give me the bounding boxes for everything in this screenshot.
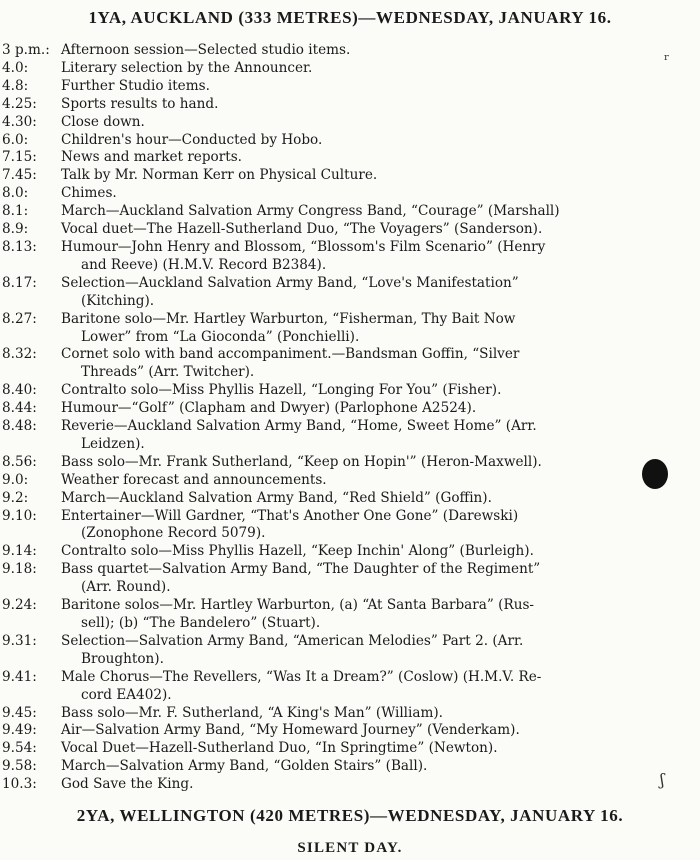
entry-description: Vocal Duet—Hazell-Sutherland Duo, “In Springtime” (Newton). xyxy=(61,740,498,757)
entry-time: 8.44: xyxy=(2,400,37,417)
entry-time: 9.31: xyxy=(2,632,37,649)
programme-entry xyxy=(2,597,698,633)
programme-entry xyxy=(2,740,698,758)
programme-entry xyxy=(2,132,698,150)
programme-entry xyxy=(2,705,698,723)
programme-entry xyxy=(2,114,698,132)
entry-description: Weather forecast and announcements. xyxy=(61,471,327,488)
entry-time: 8.40: xyxy=(2,382,37,399)
programme-entry xyxy=(2,490,698,508)
entry-description: Reverie—Auckland Salvation Army Band, “Home, Sweet Home” (Arr. xyxy=(61,418,537,435)
entry-time: 8.1: xyxy=(2,203,29,220)
programme-list xyxy=(2,42,698,794)
entry-description: Talk by Mr. Norman Kerr on Physical Culture. xyxy=(61,167,378,184)
entry-description: Literary selection by the Announcer. xyxy=(61,59,313,76)
entry-description: Selection—Auckland Salvation Army Band, “Love's Manifestation” xyxy=(61,274,519,291)
entry-time: 4.8: xyxy=(2,77,29,94)
entry-continuation: sell); (b) “The Bandelero” (Stuart). xyxy=(81,615,321,631)
ink-mark-bottom: ʃ xyxy=(660,770,665,789)
programme-entry xyxy=(2,346,698,382)
entry-continuation: Threads” (Arr. Twitcher). xyxy=(81,364,255,381)
entry-continuation: Broughton). xyxy=(81,650,164,667)
ink-blot xyxy=(642,459,668,489)
programme-entry xyxy=(2,239,698,275)
entry-description: Bass solo—Mr. Frank Sutherland, “Keep on Hopin'” (Heron-Maxwell). xyxy=(61,453,542,470)
programme-entry xyxy=(2,42,698,60)
entry-time: 8.9: xyxy=(2,221,29,238)
entry-time: 8.27: xyxy=(2,310,37,327)
entry-time: 7.15: xyxy=(2,149,37,166)
entry-time: 9.58: xyxy=(2,758,37,775)
entry-description: Baritone solos—Mr. Hartley Warburton, (a) “At Santa Barbara” (Rus- xyxy=(61,597,535,614)
programme-entry xyxy=(2,167,698,185)
entry-continuation: Leidzen). xyxy=(81,435,145,452)
programme-entry xyxy=(2,60,698,78)
programme-entry xyxy=(2,311,698,347)
entry-time: 8.0: xyxy=(2,185,29,202)
entry-description: Entertainer—Will Gardner, “That's Another One Gone” (Darewski) xyxy=(61,507,519,524)
entry-description: Bass solo—Mr. F. Sutherland, “A King's Man” (William). xyxy=(61,704,443,721)
entry-time: 9.41: xyxy=(2,668,37,685)
entry-time: 4.0: xyxy=(2,59,29,76)
entry-time: 9.0: xyxy=(2,471,29,488)
entry-description: Contralto solo—Miss Phyllis Hazell, “Keep Inchin' Along” (Burleigh). xyxy=(61,543,534,560)
entry-time: 7.45: xyxy=(2,167,37,184)
programme-entry xyxy=(2,78,698,96)
entry-time: 3 p.m.: xyxy=(2,42,50,58)
programme-entry xyxy=(2,185,698,203)
programme-entry xyxy=(2,669,698,705)
entry-description: Air—Salvation Army Band, “My Homeward Journey” (Venderkam). xyxy=(61,722,520,739)
silent-day-notice: SILENT DAY. xyxy=(297,840,403,856)
entry-description: Afternoon session—Selected studio items. xyxy=(61,42,351,58)
entry-continuation: Lower” from “La Gioconda” (Ponchielli). xyxy=(81,328,360,345)
entry-time: 8.56: xyxy=(2,453,37,470)
entry-time: 9.49: xyxy=(2,722,37,739)
entry-time: 8.48: xyxy=(2,418,37,435)
entry-time: 9.24: xyxy=(2,597,37,614)
station-heading-wellington: 2YA, WELLINGTON (420 METRES)—WEDNESDAY, JANUARY 16. xyxy=(76,806,624,825)
entry-time: 9.2: xyxy=(2,489,29,506)
entry-description: Further Studio items. xyxy=(61,77,210,94)
entry-time: 9.18: xyxy=(2,561,37,578)
entry-description: March—Salvation Army Band, “Golden Stairs” (Ball). xyxy=(61,758,428,775)
entry-continuation: cord EA402). xyxy=(81,686,172,703)
programme-entry xyxy=(2,96,698,114)
programme-entry xyxy=(2,275,698,311)
entry-time: 6.0: xyxy=(2,131,29,148)
programme-entry xyxy=(2,508,698,544)
ink-mark-top: ʳ xyxy=(664,50,670,69)
entry-time: 8.17: xyxy=(2,274,37,291)
entry-description: Sports results to hand. xyxy=(61,95,219,112)
programme-entry xyxy=(2,149,698,167)
programme-entry xyxy=(2,776,698,794)
entry-description: March—Auckland Salvation Army Band, “Red Shield” (Goffin). xyxy=(61,489,492,506)
station-heading-auckland: 1YA, AUCKLAND (333 METRES)—WEDNESDAY, JANUARY 16. xyxy=(88,8,612,27)
entry-time: 9.45: xyxy=(2,704,37,721)
programme-entry xyxy=(2,221,698,239)
programme-entry xyxy=(2,203,698,221)
entry-description: Cornet solo with band accompaniment.—Bandsman Goffin, “Silver xyxy=(61,346,520,363)
programme-entry xyxy=(2,758,698,776)
programme-entry xyxy=(2,382,698,400)
entry-description: News and market reports. xyxy=(61,149,242,166)
entry-description: God Save the King. xyxy=(61,776,194,793)
entry-time: 8.13: xyxy=(2,238,37,255)
entry-description: Humour—John Henry and Blossom, “Blossom's Film Scenario” (Henry xyxy=(61,238,546,255)
entry-description: Chimes. xyxy=(61,185,117,202)
entry-description: Bass quartet—Salvation Army Band, “The Daughter of the Regiment” xyxy=(61,561,541,578)
entry-description: Vocal duet—The Hazell-Sutherland Duo, “The Voyagers” (Sanderson). xyxy=(61,221,543,238)
entry-time: 9.10: xyxy=(2,507,37,524)
entry-description: March—Auckland Salvation Army Congress Band, “Courage” (Marshall) xyxy=(61,203,560,220)
entry-continuation: (Arr. Round). xyxy=(81,579,171,596)
entry-description: Selection—Salvation Army Band, “American Melodies” Part 2. (Arr. xyxy=(61,632,524,649)
entry-continuation: and Reeve) (H.M.V. Record B2384). xyxy=(81,256,327,273)
entry-continuation: (Zonophone Record 5079). xyxy=(81,525,266,542)
entry-description: Humour—“Golf” (Clapham and Dwyer) (Parlophone A2524). xyxy=(61,400,477,417)
programme-entry xyxy=(2,633,698,669)
entry-time: 8.32: xyxy=(2,346,37,363)
programme-entry xyxy=(2,418,698,454)
entry-description: Contralto solo—Miss Phyllis Hazell, “Longing For You” (Fisher). xyxy=(61,382,502,399)
entry-description: Close down. xyxy=(61,113,145,130)
entry-time: 4.30: xyxy=(2,113,37,130)
entry-description: Children's hour—Conducted by Hobo. xyxy=(61,131,323,148)
entry-time: 4.25: xyxy=(2,95,37,112)
programme-entry xyxy=(2,543,698,561)
programme-entry xyxy=(2,722,698,740)
programme-entry xyxy=(2,454,698,472)
entry-time: 9.54: xyxy=(2,740,37,757)
entry-continuation: (Kitching). xyxy=(81,292,155,309)
entry-time: 9.14: xyxy=(2,543,37,560)
programme-entry xyxy=(2,472,698,490)
programme-entry xyxy=(2,561,698,597)
programme-entry xyxy=(2,400,698,418)
entry-description: Male Chorus—The Revellers, “Was It a Dream?” (Coslow) (H.M.V. Re- xyxy=(61,668,542,685)
entry-description: Baritone solo—Mr. Hartley Warburton, “Fisherman, Thy Bait Now xyxy=(61,310,516,327)
entry-time: 10.3: xyxy=(2,776,37,793)
